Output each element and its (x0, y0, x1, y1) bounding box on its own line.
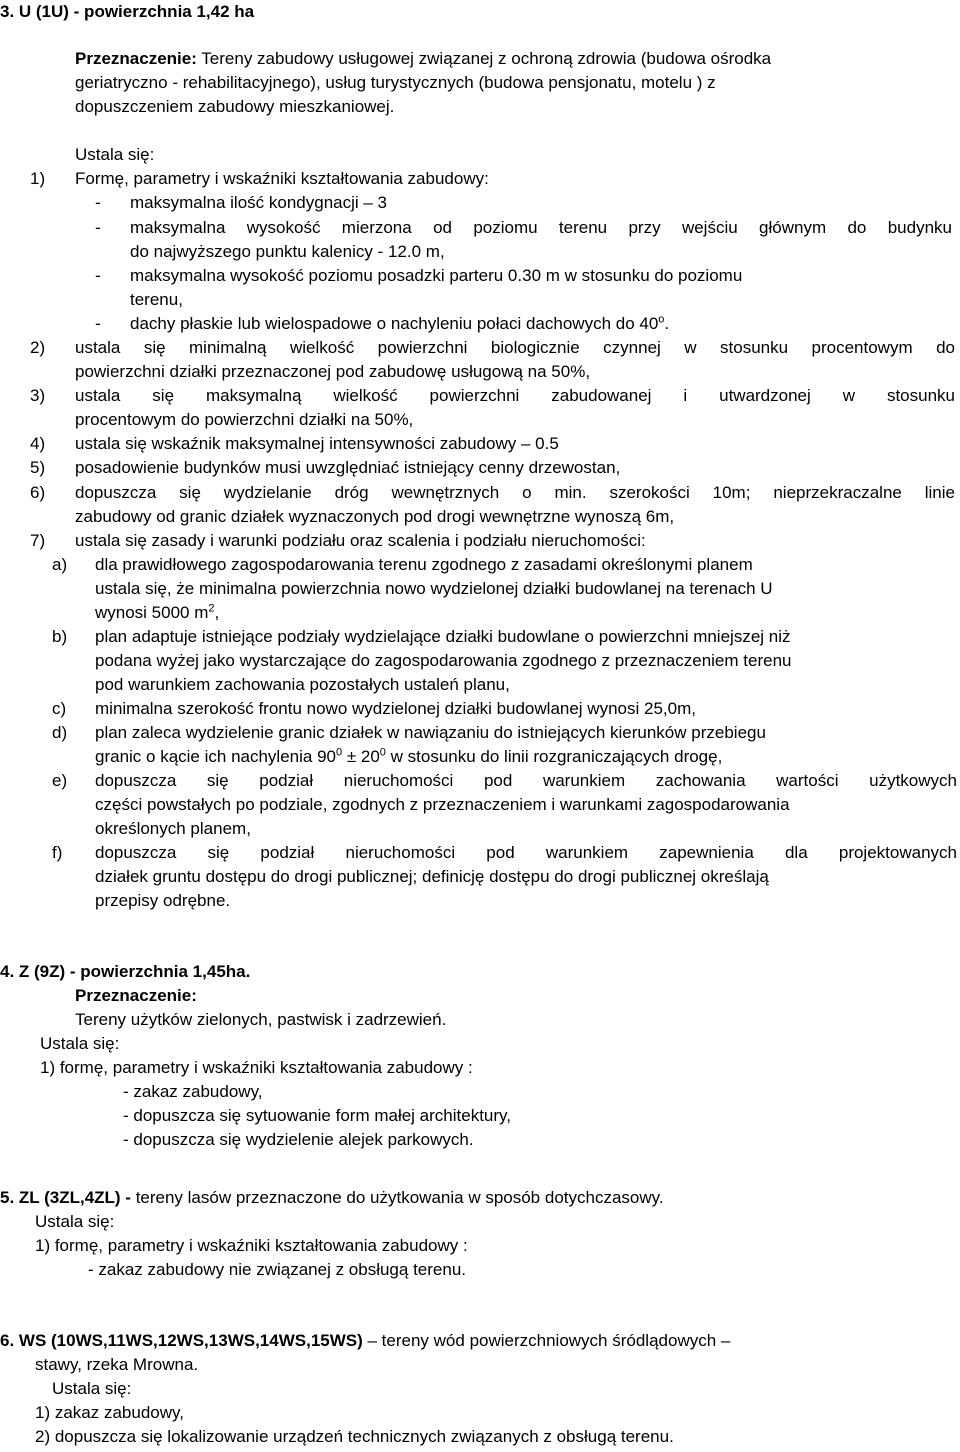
item-f-letter: f) (52, 843, 63, 862)
purpose-label: Przeznaczenie: (75, 49, 197, 68)
section-6-ustala: Ustala się: (52, 1379, 132, 1398)
dash-1: - (95, 193, 101, 212)
section-3-purpose-line3: dopuszczeniem zabudowy mieszkaniowej. (75, 97, 395, 116)
item-6-line2: zabudowy od granic działek wyznaczonych pod drogi wewnętrzne wynoszą 6m, (75, 507, 675, 526)
item-7-number: 7) (30, 531, 46, 550)
section-3-purpose-line2: geriatryczno - rehabilitacyjnego), usług turystycznych (budowa pensjonatu, motelu ) z (75, 73, 716, 92)
purpose-text: Tereny zabudowy usługowej związanej z ochroną zdrowia (budowa ośrodka (196, 49, 772, 68)
item-d-line2: granic o kącie ich nachylenia $90^0 \pm 20^0$ w stosunku do linii rozgraniczających drogę, (95, 746, 723, 766)
section-4-purpose-text: Tereny użytków zielonych, pastwisk i zadrzewień. (75, 1010, 447, 1029)
item-d-letter: d) (52, 723, 68, 742)
item-e-letter: e) (52, 771, 68, 790)
item-f-line1: dopuszcza się podział nieruchomości pod warunkiem zapewnienia dla projektowanych (95, 843, 957, 862)
item-c-letter: c) (52, 699, 67, 718)
item-a-line1: dla prawidłowego zagospodarowania terenu zgodnego z zasadami określonymi planem (95, 555, 753, 574)
dash-2-line1: maksymalna wysokość mierzona od poziomu terenu przy wejściu głównym do budynku (130, 218, 952, 237)
item-5-text: posadowienie budynków musi uwzględniać istniejący cenny drzewostan, (75, 458, 621, 477)
item-c-text: minimalna szerokość frontu nowo wydzielonej działki budowlanej wynosi 25,0m, (95, 699, 696, 718)
item-a-line3: wynosi 5000 $m^2$, (95, 602, 220, 622)
dash-3: - (95, 266, 101, 285)
item-3-line1: ustala się maksymalną wielkość powierzchni zabudowanej i utwardzonej w stosunku (75, 386, 955, 405)
section-6-item-2: 2) dopuszcza się lokalizowanie urządzeń technicznych związanych z obsługą terenu. (35, 1427, 674, 1446)
section-4-ustala: Ustala się: (40, 1034, 120, 1053)
section-6-title: 6. WS (10WS,11WS,12WS,13WS,14WS,15WS) – tereny wód powierzchniowych śródlądowych – (0, 1331, 731, 1350)
item-b-letter: b) (52, 627, 68, 646)
section-4-dash-3: - dopuszcza się wydzielenie alejek parkowych. (123, 1130, 474, 1149)
dash-3-line1: maksymalna wysokość poziomu posadzki parteru 0.30 m w stosunku do poziomu (130, 266, 743, 285)
section-6-line2: stawy, rzeka Mrowna. (35, 1355, 199, 1374)
item-f-line2: działek gruntu dostępu do drogi publicznej; definicję dostępu do drogi publicznej określają (95, 867, 769, 886)
dash-2-line2: do najwyższego punktu kalenicy - 12.0 m, (130, 242, 445, 261)
item-6-number: 6) (30, 483, 46, 502)
section-5-title: 5. ZL (3ZL,4ZL) - tereny lasów przeznaczone do użytkowania w sposób dotychczasowy. (0, 1188, 664, 1207)
dash-2: - (95, 218, 101, 237)
item-6-line1: dopuszcza się wydzielanie dróg wewnętrznych o min. szerokości 10m; nieprzekraczalne linie (75, 483, 955, 502)
item-1-text: Formę, parametry i wskaźniki kształtowania zabudowy: (75, 169, 489, 188)
item-f-line3: przepisy odrębne. (95, 891, 231, 910)
item-3-line2: procentowym do powierzchni działki na 50%, (75, 410, 414, 429)
dash-1-text: maksymalna ilość kondygnacji – 3 (130, 193, 388, 212)
item-e-line1: dopuszcza się podział nieruchomości pod warunkiem zachowania wartości użytkowych (95, 771, 957, 790)
item-2-line1: ustala się minimalną wielkość powierzchni biologicznie czynnej w stosunku procentowym do (75, 338, 955, 357)
item-e-line2: części powstałych po podziale, zgodnych z przeznaczeniem i warunkami zagospodarowania (95, 795, 790, 814)
section-3-title: 3. U (1U) - powierzchnia 1,42 ha (0, 2, 255, 21)
section-4-dash-2: - dopuszcza się sytuowanie form małej architektury, (123, 1106, 512, 1125)
item-e-line3: określonych planem, (95, 819, 251, 838)
item-7-text: ustala się zasady i warunki podziału oraz scalenia i podziału nieruchomości: (75, 531, 646, 550)
item-d-line1: plan zaleca wydzielenie granic działek w nawiązaniu do istniejących kierunków przebiegu (95, 723, 766, 742)
item-b-line2: podana wyżej jako wystarczające do zagospodarowania zgodnego z przeznaczeniem terenu (95, 651, 792, 670)
section-4-dash-1: - zakaz zabudowy, (123, 1082, 263, 1101)
section-4-item-1: 1) formę, parametry i wskaźniki kształtowania zabudowy : (40, 1058, 473, 1077)
item-2-number: 2) (30, 338, 46, 357)
section-5-item-1: 1) formę, parametry i wskaźniki kształtowania zabudowy : (35, 1236, 468, 1255)
section-4-title: 4. Z (9Z) - powierzchnia 1,45ha. (0, 962, 251, 981)
item-4-text: ustala się wskaźnik maksymalnej intensywności zabudowy – 0.5 (75, 434, 559, 453)
item-2-line2: powierzchni działki przeznaczonej pod zabudowę usługową na 50%, (75, 362, 591, 381)
section-5-dash-1: - zakaz zabudowy nie związanej z obsługą terenu. (88, 1260, 466, 1279)
item-b-line3: pod warunkiem zachowania pozostałych ustaleń planu, (95, 675, 510, 694)
item-b-line1: plan adaptuje istniejące podziały wydzielające działki budowlane o powierzchni mniejszej niż (95, 627, 791, 646)
section-3-ustala: Ustala się: (75, 145, 155, 164)
item-5-number: 5) (30, 458, 46, 477)
section-4-purpose-label: Przeznaczenie: (75, 986, 197, 1005)
dash-3-line2: terenu, (130, 290, 183, 309)
item-a-line2: ustala się, że minimalna powierzchnia nowo wydzielonej działki budowlanej na terenach U (95, 579, 773, 598)
dash-4-text: dachy płaskie lub wielospadowe o nachyleniu połaci dachowych do 40$^o$. (130, 313, 670, 333)
item-4-number: 4) (30, 434, 46, 453)
dash-4: - (95, 314, 101, 333)
section-3-purpose-line1 (75, 47, 771, 71)
item-a-letter: a) (52, 555, 68, 574)
section-6-item-1: 1) zakaz zabudowy, (35, 1403, 184, 1422)
item-1-number: 1) (30, 169, 46, 188)
item-3-number: 3) (30, 386, 46, 405)
section-5-ustala: Ustala się: (35, 1212, 115, 1231)
